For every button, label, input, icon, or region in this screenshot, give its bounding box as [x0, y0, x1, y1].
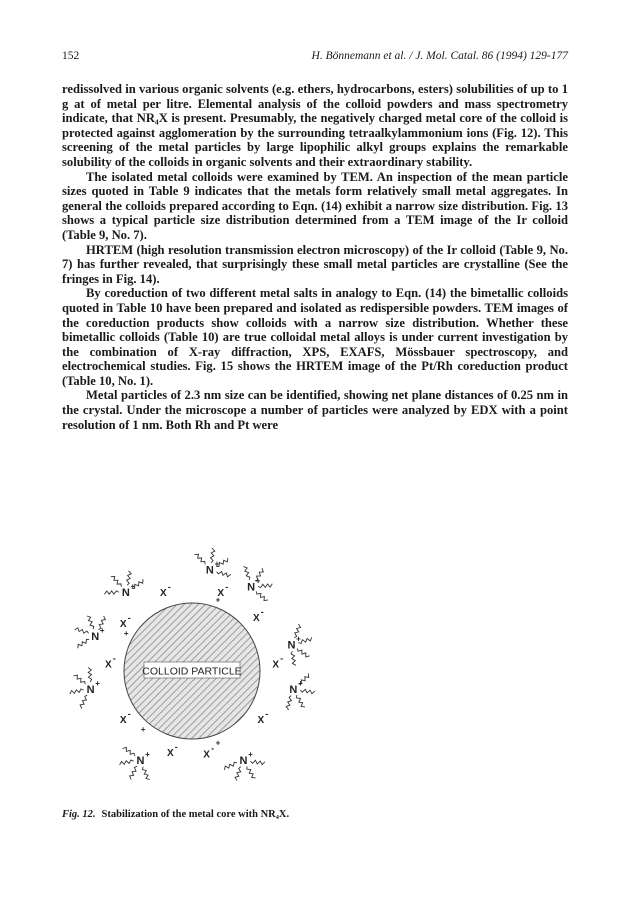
halide-anion: X [119, 715, 127, 727]
paragraph-4: By coreduction of two different metal salts in analogy to Eqn. (14) the bimetallic colloids quoted in Table 10 have been prepared and isolated as redispersible powders. TEM images of the coreduction products show colloids with a narrow size distribution. Whether these bimetallic colloids (Table 10) are true colloidal metal alloys is under current investigation by the combination of X-ray diffraction, XPS, EXAFS, Mössbauer spectroscopy, and electrochemical studies. Fig. 15 shows the HRTEM image of the Pt/Rh coreduction product (Table 10, No. 1). [62, 286, 568, 388]
alkyl-chain [111, 577, 122, 587]
ammonium-cation: N [205, 564, 214, 577]
alkyl-chain [104, 591, 118, 595]
ammonium-cation: N [91, 630, 100, 643]
body-text [62, 82, 568, 432]
alkyl-chain [217, 572, 231, 577]
alkyl-chain [70, 689, 84, 694]
halide-anion: X [104, 659, 112, 671]
alkyl-chain [195, 554, 206, 564]
colloid-diagram [62, 535, 322, 800]
ammonium-cation: N [239, 755, 248, 768]
cation-charge: + [130, 582, 136, 592]
anion-charge: - [211, 743, 215, 754]
cation-charge: + [145, 750, 150, 760]
alkyl-chain [235, 767, 241, 781]
alkyl-chain [80, 695, 87, 709]
cation-charge: + [255, 576, 261, 586]
alkyl-chain [74, 675, 86, 684]
paragraph-2: The isolated metal colloids were examined by TEM. An inspection of the mean particle sizes quoted in Table 9 indicates that the metals form relatively small metal aggregates. In general the colloids prepared according to Eqn. (14) exhibit a narrow size distribution. Fig. 13 shows a typical particle size distribution determined from a TEM image of the Ir colloid (Table 9, No. 7). [62, 169, 568, 242]
loose-charge: + [215, 738, 221, 748]
ammonium-cation: N [136, 755, 145, 768]
paragraph-5: Metal particles of 2.3 nm size can be identified, showing net plane distances of 0.25 nm in the crystal. Under the microscope a number of particles were analyzed by EDX with a point resolution of 1 nm. Both Rh and Pt were [62, 388, 568, 432]
loose-charge: + [123, 629, 129, 638]
anion-charge: - [225, 582, 229, 593]
alkyl-chain [250, 760, 265, 764]
alkyl-chain [120, 760, 134, 765]
halide-anion: X [252, 613, 260, 624]
anion-charge: - [260, 607, 264, 617]
ammonium-cation: N [287, 639, 296, 652]
alkyl-chain [143, 767, 150, 780]
alkyl-chain [286, 696, 291, 710]
alkyl-chain [300, 689, 315, 693]
alkyl-chain [247, 766, 256, 778]
ammonium-cation: N [121, 587, 130, 600]
particle-label: COLLOID PARTICLE [142, 665, 242, 678]
anion-charge: - [127, 709, 131, 720]
figure-12 [62, 535, 322, 800]
alkyl-chain [291, 651, 296, 665]
running-title: H. Bönnemann et al. / J. Mol. Catal. 86 (1994) 129-177 [311, 50, 568, 62]
anion-charge: - [127, 612, 131, 623]
figure-caption [62, 809, 289, 820]
cation-charge: + [214, 559, 220, 569]
halide-anion: X [272, 659, 280, 671]
alkyl-chain [87, 616, 94, 629]
page-header [62, 50, 568, 66]
ammonium-cation: N [289, 683, 298, 696]
halide-anion: X [203, 749, 210, 761]
anion-charge: - [265, 709, 269, 720]
alkyl-chain [243, 567, 250, 580]
page-number: 152 [62, 50, 80, 62]
halide-anion: X [166, 748, 174, 760]
ammonium-cation: N [247, 581, 256, 594]
caption-text: Stabilization of the metal core with NR₄X. [101, 809, 290, 820]
alkyl-chain [130, 766, 137, 779]
cation-charge: + [99, 625, 105, 635]
alkyl-chain [75, 628, 89, 634]
anion-charge: - [174, 742, 178, 753]
cation-charge: + [296, 634, 301, 644]
alkyl-chain [123, 747, 135, 756]
halide-anion: X [217, 588, 225, 600]
alkyl-chain [297, 695, 306, 707]
alkyl-chain [297, 649, 310, 657]
anion-charge: - [167, 582, 171, 593]
caption-label: Fig. 12. [62, 809, 96, 820]
loose-charge: + [215, 595, 221, 605]
alkyl-chain [78, 639, 89, 648]
alkyl-chain [88, 668, 92, 682]
halide-anion: X [257, 715, 265, 727]
cation-charge: + [248, 750, 253, 760]
anion-charge: - [280, 653, 284, 664]
alkyl-chain [256, 591, 268, 600]
loose-charge: + [140, 725, 146, 735]
paragraph-3: HRTEM (high resolution transmission electron microscopy) of the Ir colloid (Table 9, No. 7) has further revealed, that surprisingly these small metal particles are crystalline (See the fringes in Fig. 14). [62, 242, 568, 286]
halide-anion: X [159, 588, 167, 600]
cation-charge: + [298, 678, 303, 688]
halide-anion: X [119, 618, 127, 630]
alkyl-chain [224, 762, 237, 770]
anion-charge: - [112, 653, 116, 664]
paragraph-1: redissolved in various organic solvents (e.g. ethers, hydrocarbons, esters) solubilities of up to 1 g at of metal per litre. Elemental analysis of the colloid powders and mass spectrometry indicate, that NR₄X is present. Presumably, the negatively charged metal core of the colloid is protected against agglomeration by the surrounding tetraalkylammonium ions (Fig. 12). This screening of the metal particles by large lipophilic alkyl groups explains the remarkable solubility of the colloids in organic solvents and their extraordinary stability. [62, 82, 568, 169]
ammonium-cation: N [86, 683, 95, 696]
cation-charge: + [95, 678, 100, 688]
